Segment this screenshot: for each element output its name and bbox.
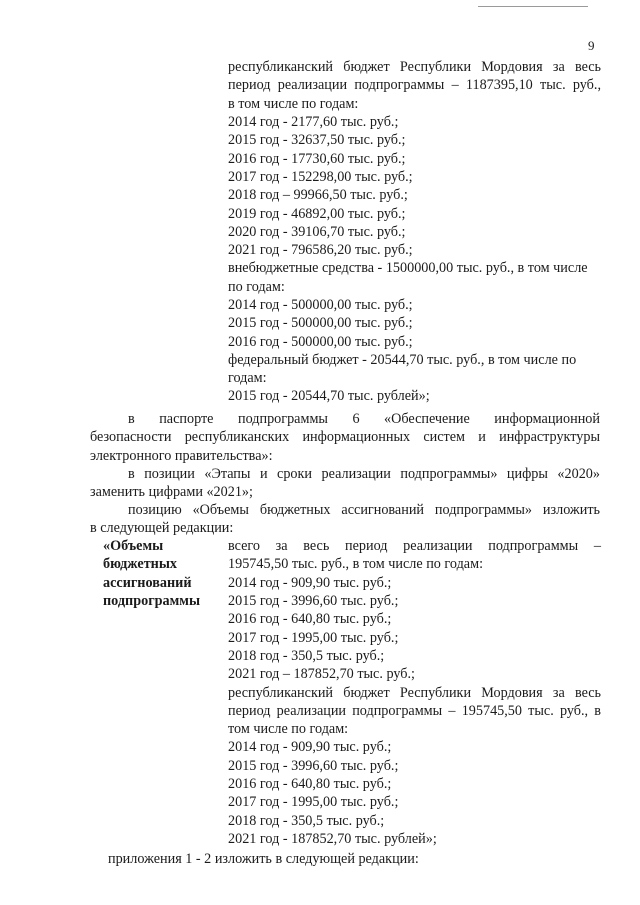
paragraph-line: позицию «Объемы бюджетных ассигнований подпрограммы» изложить xyxy=(128,502,600,518)
scan-artifact-line xyxy=(478,6,588,7)
year-line: 2016 год - 500000,00 тыс. руб.; xyxy=(228,334,413,350)
paragraph-line: электронного правительства»: xyxy=(90,448,273,464)
year-line: 2016 год - 17730,60 тыс. руб.; xyxy=(228,151,406,167)
year-line: 2015 год - 3996,60 тыс. руб.; xyxy=(228,593,399,609)
table-value-line: период реализации подпрограммы – 195745,50 тыс. руб., в xyxy=(228,703,601,719)
table-value-line: том числе по годам: xyxy=(228,721,349,737)
year-line: 2016 год - 640,80 тыс. руб.; xyxy=(228,776,392,792)
text-line: внебюджетные средства - 1500000,00 тыс. руб., в том числе xyxy=(228,260,588,276)
year-line: 2015 год - 20544,70 тыс. рублей»; xyxy=(228,388,430,404)
closing-line: приложения 1 - 2 изложить в следующей редакции: xyxy=(108,851,419,867)
year-line: 2015 год - 3996,60 тыс. руб.; xyxy=(228,758,399,774)
year-line: 2017 год - 1995,00 тыс. руб.; xyxy=(228,630,399,646)
year-line: 2016 год - 640,80 тыс. руб.; xyxy=(228,611,392,627)
year-line: 2017 год - 1995,00 тыс. руб.; xyxy=(228,794,399,810)
text-line: республиканский бюджет Республики Мордовия за весь xyxy=(228,59,601,75)
year-line: 2017 год - 152298,00 тыс. руб.; xyxy=(228,169,413,185)
table-value-line: 195745,50 тыс. руб., в том числе по годам: xyxy=(228,556,484,572)
year-line: 2014 год - 909,90 тыс. руб.; xyxy=(228,575,392,591)
table-label-line: «Объемы xyxy=(103,538,164,554)
table-value-line: республиканский бюджет Республики Мордовия за весь xyxy=(228,685,601,701)
year-line: 2018 год – 99966,50 тыс. руб.; xyxy=(228,187,408,203)
paragraph-line: безопасности республиканских информационных систем и инфраструктуры xyxy=(90,429,600,445)
text-line: годам: xyxy=(228,370,267,386)
year-line: 2018 год - 350,5 тыс. руб.; xyxy=(228,813,385,829)
table-label-line: ассигнований xyxy=(103,575,192,591)
text-line: период реализации подпрограммы – 1187395,10 тыс. руб., xyxy=(228,77,601,93)
paragraph-line: в позиции «Этапы и сроки реализации подпрограммы» цифры «2020» xyxy=(128,466,600,482)
year-line: 2021 год – 187852,70 тыс. руб.; xyxy=(228,666,415,682)
year-line: 2019 год - 46892,00 тыс. руб.; xyxy=(228,206,406,222)
year-line: 2021 год - 187852,70 тыс. рублей»; xyxy=(228,831,437,847)
year-line: 2014 год - 2177,60 тыс. руб.; xyxy=(228,114,399,130)
paragraph-line: в следующей редакции: xyxy=(90,520,234,536)
year-line: 2015 год - 500000,00 тыс. руб.; xyxy=(228,315,413,331)
year-line: 2018 год - 350,5 тыс. руб.; xyxy=(228,648,385,664)
table-label-line: бюджетных xyxy=(103,556,178,572)
year-line: 2020 год - 39106,70 тыс. руб.; xyxy=(228,224,406,240)
page-number: 9 xyxy=(588,38,595,53)
paragraph-line: заменить цифрами «2021»; xyxy=(90,484,253,500)
table-label-line: подпрограммы xyxy=(103,593,201,609)
year-line: 2021 год - 796586,20 тыс. руб.; xyxy=(228,242,413,258)
text-line: федеральный бюджет - 20544,70 тыс. руб., в том числе по xyxy=(228,352,577,368)
text-line: по годам: xyxy=(228,279,285,295)
table-value-line: всего за весь период реализации подпрограммы – xyxy=(228,538,601,554)
year-line: 2014 год - 909,90 тыс. руб.; xyxy=(228,739,392,755)
text-line: в том числе по годам: xyxy=(228,96,359,112)
paragraph-line: в паспорте подпрограммы 6 «Обеспечение информационной xyxy=(128,411,600,427)
year-line: 2014 год - 500000,00 тыс. руб.; xyxy=(228,297,413,313)
year-line: 2015 год - 32637,50 тыс. руб.; xyxy=(228,132,406,148)
